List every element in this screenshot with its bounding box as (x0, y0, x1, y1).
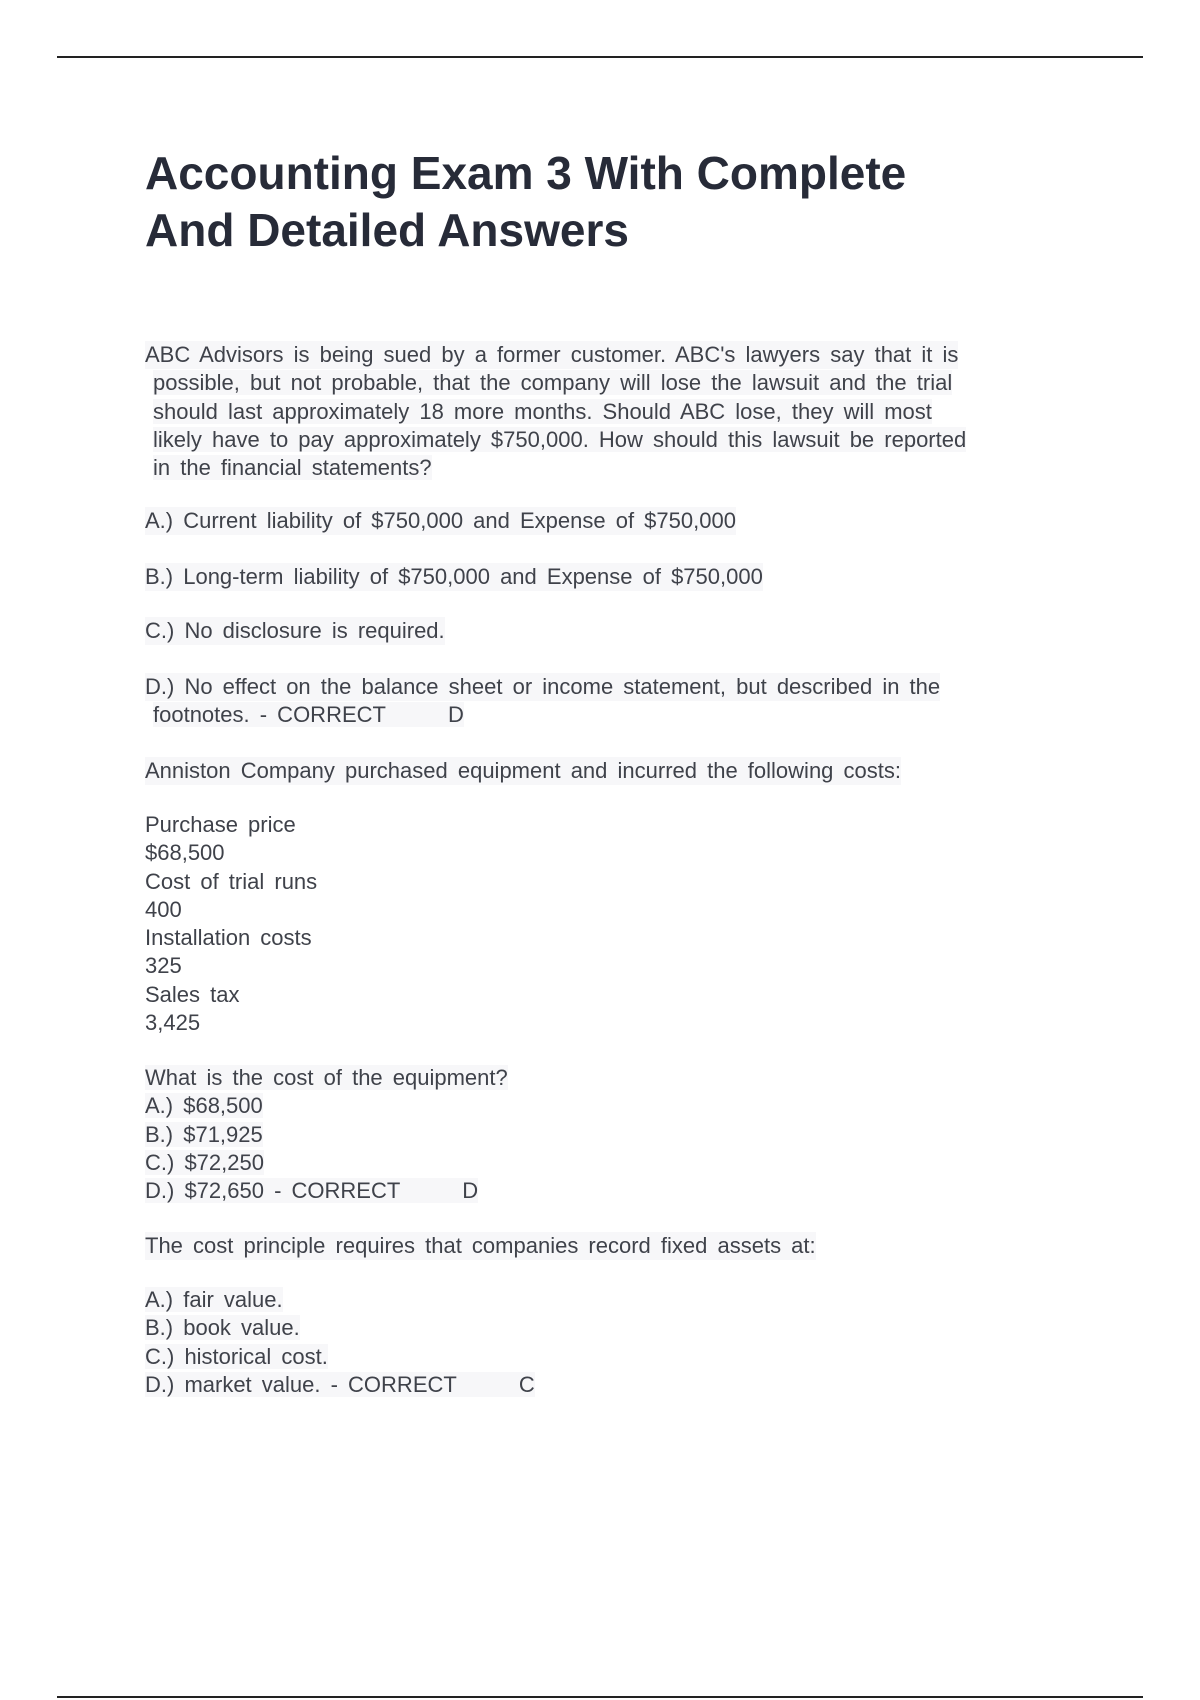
answer-letter: D (462, 1178, 479, 1204)
question-1-option-d: D.) No effect on the balance sheet or income statement, but described in the footnotes. - CORRECT D (145, 674, 941, 728)
bottom-rule (57, 1696, 1143, 1698)
cost-label: Purchase price (145, 812, 296, 837)
question-3-option-d: D.) market value. - CORRECT (145, 1371, 457, 1397)
question-2-option-c: C.) $72,250 (145, 1149, 264, 1175)
cost-label: Cost of trial runs (145, 868, 318, 894)
cost-label: Installation costs (145, 925, 312, 951)
document-body (145, 145, 1065, 1397)
top-rule (57, 56, 1143, 58)
question-1-line: possible, but not probable, that the company will lose the lawsuit and the trial (153, 370, 953, 396)
question-1-line: ABC Advisors is being sued by a former customer. ABC's lawyers say that it is (145, 341, 958, 369)
question-1 (145, 341, 1065, 482)
question-1-line: should last approximately 18 more months. Should ABC lose, they will most (153, 398, 932, 424)
correct-label: footnotes. - CORRECT (153, 702, 386, 728)
question-2-option-a: A.) $68,500 (145, 1093, 263, 1119)
question-3-options (145, 1286, 535, 1399)
cost-value: 3,425 (145, 1010, 201, 1036)
question-1-option-a: A.) Current liability of $750,000 and Expense of $750,000 (145, 507, 736, 535)
question-3-text: The cost principle requires that companies record fixed assets at: (145, 1232, 816, 1260)
answer-letter: D (447, 702, 464, 728)
title-line-2: And Detailed Answers (145, 204, 629, 256)
question-2-intro: Anniston Company purchased equipment and incurred the following costs: (145, 757, 901, 785)
title-line-1: Accounting Exam 3 With Complete (145, 147, 907, 199)
question-3-option-c: C.) historical cost. (145, 1343, 328, 1369)
question-3-option-b: B.) book value. (145, 1315, 300, 1341)
document-title (145, 145, 1065, 259)
question-1-option-b: B.) Long-term liability of $750,000 and Expense of $750,000 (145, 563, 763, 591)
cost-label: Sales tax (145, 981, 240, 1007)
question-2-option-b: B.) $71,925 (145, 1121, 263, 1147)
question-3-option-a: A.) fair value. (145, 1287, 283, 1312)
cost-value: $68,500 (145, 840, 225, 866)
answer-letter: C (518, 1371, 535, 1397)
question-1-line: in the financial statements? (153, 455, 432, 481)
question-2-text: What is the cost of the equipment? (145, 1065, 508, 1090)
cost-value: 325 (145, 953, 182, 979)
question-1-line: likely have to pay approximately $750,000. How should this lawsuit be reported (153, 426, 967, 452)
cost-list (145, 811, 317, 1037)
question-1-option-c: C.) No disclosure is required. (145, 617, 445, 645)
question-2 (145, 1064, 508, 1205)
cost-value: 400 (145, 896, 182, 922)
question-2-option-d: D.) $72,650 - CORRECT (145, 1178, 401, 1204)
